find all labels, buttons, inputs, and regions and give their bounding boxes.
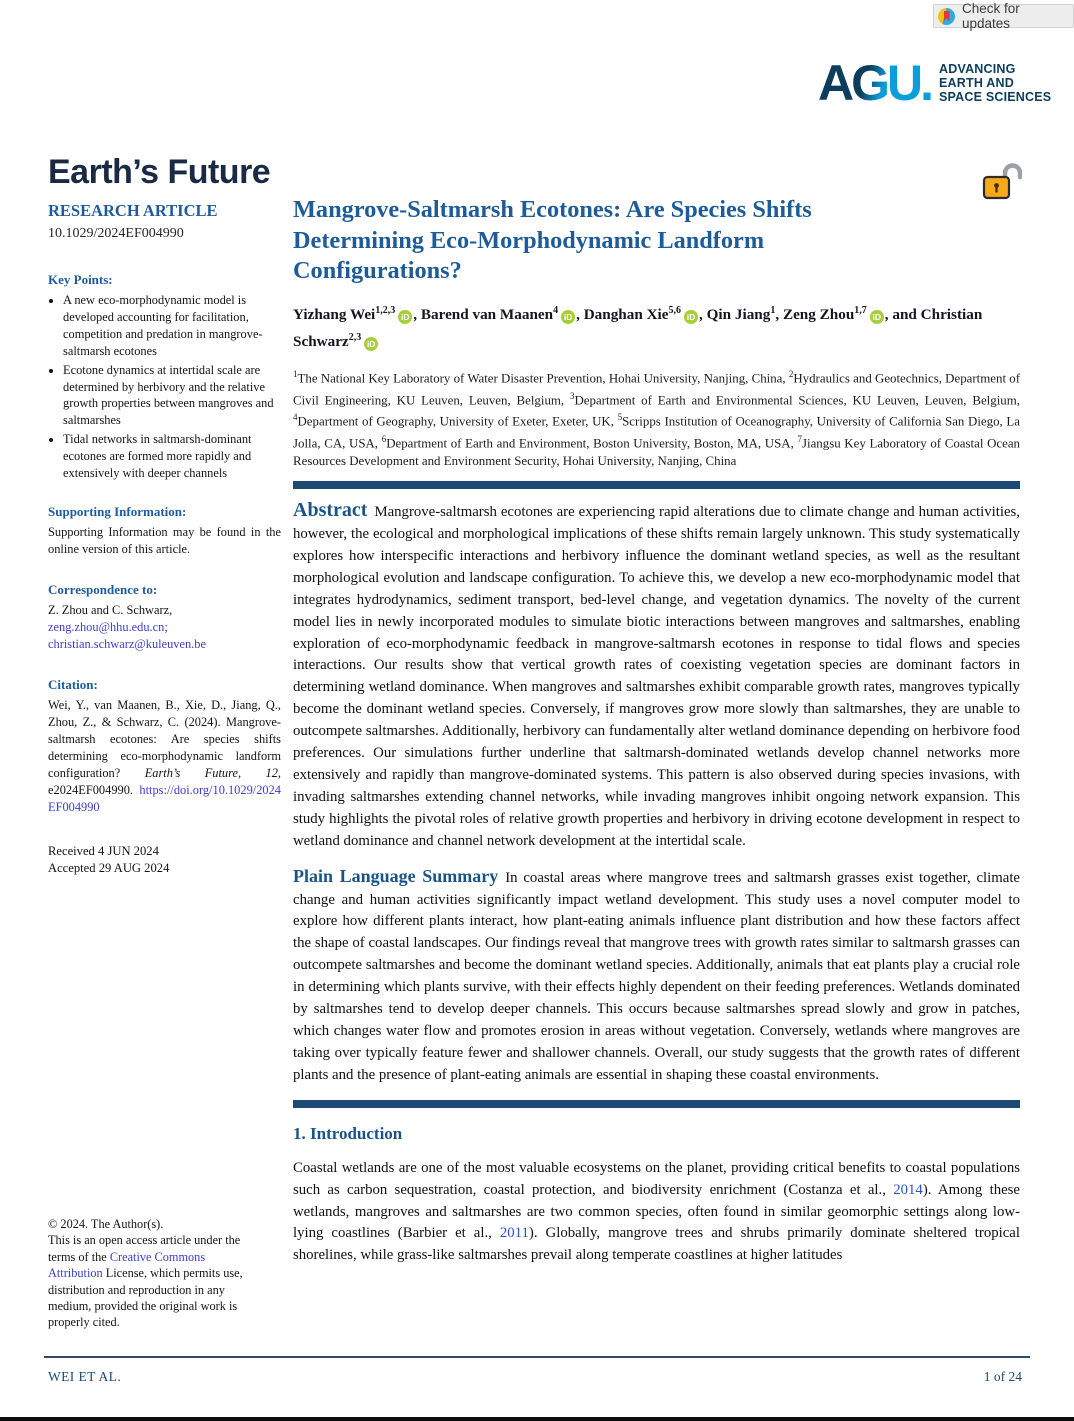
orcid-icon[interactable]: iD	[561, 310, 575, 324]
creative-commons-link[interactable]: Creative Commons Attribution	[48, 1249, 206, 1281]
introduction-paragraph: Coastal wetlands are one of the most valuable ecosystems on the planet, providing critical benefits to coastal populations such as carbon sequestration, coastal protection, and biodiversity enrichment (Costanza et al., 2014). Among these wetlands, mangroves and saltmarshes are two common species, often found in similar geomorphic settings along low-lying coastlines (Barbier et al., 2011). Globally, mangrove trees and shrubs primarily dominate sheltered tropical shorelines, while grass-like saltmarshes prevail along temperate coastlines at higher latitudes	[293, 1159, 1020, 1264]
agu-tagline	[939, 62, 1051, 104]
check-for-updates-button[interactable]	[933, 1, 1074, 31]
citation-body: Wei, Y., van Maanen, B., Xie, D., Jiang, Q., Zhou, Z., & Schwarz, C. (2024). Mangrove-saltmarsh ecotones: Are species shifts determining eco-morphodynamic landform configuration?	[48, 697, 281, 780]
agu-tagline-line: ADVANCING	[939, 62, 1016, 76]
agu-tagline-line: SPACE SCIENCES	[939, 90, 1052, 104]
plain-language-summary-heading: Plain Language Summary	[293, 865, 499, 886]
accepted-date: Accepted 29 AUG 2024	[48, 860, 170, 875]
citation-heading: Citation:	[48, 676, 98, 692]
article-type-label: RESEARCH ARTICLE	[48, 201, 218, 220]
footer-page-number: 1 of 24	[983, 1369, 1022, 1384]
citation-doi-link[interactable]: https://doi.org/10.1029/2024EF004990	[48, 782, 281, 814]
citation-year-link[interactable]: 2014	[893, 1181, 923, 1198]
page-bottom-edge	[0, 1417, 1074, 1421]
copyright-block	[48, 1216, 258, 1331]
citation-journal: Earth’s Future	[144, 765, 238, 780]
author-superscript: 1,7	[854, 304, 867, 316]
affiliation-superscript: 5	[617, 412, 623, 423]
correspondence-heading: Correspondence to:	[48, 581, 158, 597]
agu-wordmark: AGU .	[818, 58, 931, 108]
correspondence-block	[48, 602, 281, 653]
supporting-info-text: Supporting Information may be found in the online version of this article.	[48, 524, 281, 556]
footer-rule	[44, 1356, 1030, 1358]
check-for-updates-label: Check for updates	[962, 1, 1020, 31]
plain-language-summary-paragraph	[293, 866, 1020, 1087]
section-divider-bar	[293, 481, 1020, 489]
key-point-item: • Ecotone dynamics at intertidal scale are determined by herbivory and the relative growth properties between mangroves and saltmarshes	[63, 362, 281, 430]
author-superscript: 5,6	[668, 304, 682, 316]
affiliation-superscript: 1	[293, 368, 298, 379]
received-date: Received 4 JUN 2024	[48, 843, 159, 858]
orcid-icon[interactable]: iD	[364, 337, 378, 351]
main-column	[293, 195, 1020, 1280]
affiliation-superscript: 2	[788, 368, 794, 379]
sidebar	[48, 153, 281, 878]
affiliation-superscript: 6	[381, 434, 387, 445]
dates-block	[48, 844, 281, 876]
citation-text	[48, 697, 281, 816]
abstract-paragraph	[293, 500, 1020, 853]
orcid-icon[interactable]: iD	[684, 310, 698, 324]
correspondence-names: Z. Zhou and C. Schwarz,	[48, 602, 173, 617]
author-name: Danghan Xie	[583, 305, 669, 323]
bookmark-icon	[944, 11, 950, 22]
orcid-icon[interactable]: iD	[398, 310, 412, 324]
doi-number: 10.1029/2024EF004990	[48, 226, 184, 241]
article-title: Mangrove-Saltmarsh Ecotones: Are Species Shifts Determining Eco-Morphodynamic Landform Configurations?	[293, 196, 812, 285]
key-points-heading: Key Points:	[48, 272, 113, 287]
citation-sep: ,	[237, 765, 266, 780]
key-point-item: • A new eco-morphodynamic model is developed accounting for facilitation, competition and predation in mangrove-saltmarsh ecotones	[63, 292, 281, 360]
license-text	[48, 1232, 258, 1330]
authors-line: Yizhang Wei$^{1,2,3}$iD , Barend van Maanen$^4$iD , Danghan Xie$^{5,6}$iD , Qin Jiang$^1$, Zeng Zhou$^{1,7}$iD , and Christian Schwarz$^{2,3}$iD	[293, 304, 983, 350]
author-superscript: 2,3	[348, 331, 362, 343]
citation-year-link[interactable]: 2011	[499, 1225, 529, 1242]
author-name: Zeng Zhou	[782, 305, 855, 323]
author-superscript: 1	[770, 304, 776, 316]
author-superscript: 1,2,3	[375, 304, 396, 316]
supporting-info-heading: Supporting Information:	[48, 503, 187, 519]
affiliations: $^1$The National Key Laboratory of Water Disaster Prevention, Hohai University, Nanjing, China, $^2$Hydraulics and Geotechnics, Department of Civil Engineering, KU Leuven, Leuven, Belgium, $^3$Department of Earth and Environmental Sciences, KU Leuven, Leuven, Belgium, $^4$Department of Geography, University of Exeter, Exeter, UK, $^5$Scripps Institution of Oceanography, University of California San Diego, La Jolla, CA, USA, $^6$Department of Earth and Environment, Boston University, Boston, MA, USA, $^7$Jiangsu Key Laboratory of Coastal Ocean Resources Development and Environment Security, Hohai University, Nanjing, China	[293, 368, 1020, 468]
author-superscript: 4	[553, 304, 559, 316]
citation-id: , e2024EF004990.	[48, 765, 281, 797]
section-divider-bar	[293, 1100, 1020, 1108]
affiliation-superscript: 7	[797, 434, 802, 445]
key-point-item: • Tidal networks in saltmarsh-dominant ecotones are formed more rapidly and extensively with deeper channels	[63, 431, 281, 482]
journal-logo: Earth’s Future	[48, 153, 271, 191]
citation-volume: 12	[265, 765, 278, 780]
agu-tagline-line: EARTH AND	[939, 76, 1014, 90]
plain-language-summary-text: In coastal areas where mangrove trees and saltmarsh grasses exist together, climate change and human activities significantly impact wetland development. This study uses a novel computer model to explore how different plants interact, how plant-eating animals influence plant distribution and how these factors affect the shape of coastal landscapes. Our findings reveal that mangrove trees with growth rates similar to saltmarsh grasses can outcompete saltmarshes and become the dominant wetland species. Additionally, animals that eat plants play a crucial role in determining which plants survive, with their effects highly dependent on their feeding preferences. Wetlands dominated by saltmarshes tend to develop deeper channels. This occurs because saltmarshes spread slowly and grow in patches, which changes water flow and promotes erosion in areas without vegetation. Conversely, wetlands where mangroves are taking over typically feature fewer and shallower channels. Overall, our study suggests that the growth rates of different plants and the presence of plant-eating animals are essential in shaping these coastal environments.	[293, 869, 1020, 1083]
affiliation-superscript: 3	[569, 390, 575, 401]
agu-logo	[818, 55, 1052, 111]
author-name: Barend van Maanen	[420, 305, 554, 323]
abstract-text: Mangrove-saltmarsh ecotones are experiencing rapid alterations due to climate change and human activities, however, the ecological and morphological implications of these shifts remain largely unknown. This study systematically explores how interspecific interactions and herbivory influence the dominant wetland species, as well as the resultant morphological evolution and landscape configuration. To achieve this, we develop a new eco-morphodynamic model that integrates hydrodynamics, sediment transport, bed-level change, and vegetation dynamics. The novelty of the current model lies in newly incorporated modules to simulate biotic interactions between mangroves and saltmarshes, enabling exploration of eco-morphodynamic feedback in mangrove-saltmarsh ecotones in response to tidal flows and species interactions. Our results show that vertical growth rates of coexisting vegetation species are dominant factors in determining wetland dominance. When mangroves and saltmarshes exhibit comparable growth rates, mangroves typically become the dominant wetland species. Conversely, if mangroves grow more slowly than saltmarshes, they are unable to outcompete saltmarshes. Additionally, herbivory can fundamentally alter wetland dominance depending on herbivore food preferences. Our simulations further underline that saltmarsh-dominated wetlands develop channel networks more extensively and rapidly than mangrove-dominated systems. This pattern is also observed during species invasions, with invading saltmarshes extending channel networks, while invading mangroves inhibit ongoing network expansion. This study highlights the pivotal roles of relative growth properties and herbivory in driving ecotone development in respect to wetland dominance and channel network development at the intertidal scale.	[293, 504, 1020, 849]
license-pre: This is an open access article under the terms of the	[48, 1233, 241, 1264]
orcid-icon[interactable]: iD	[870, 310, 884, 324]
correspondence-email-link[interactable]: christian.schwarz@kuleuven.be	[48, 636, 206, 651]
author-name: Qin Jiang	[706, 305, 771, 323]
license-post: License, which permits use, distribution and reproduction in any medium, provided the original work is properly cited.	[48, 1266, 243, 1330]
crossmark-icon	[938, 8, 955, 25]
correspondence-email-link[interactable]: zeng.zhou@hhu.edu.cn;	[48, 619, 168, 634]
introduction-heading: 1. Introduction	[293, 1123, 403, 1143]
copyright-line: © 2024. The Author(s).	[48, 1217, 164, 1231]
footer-running-head: WEI ET AL.	[48, 1369, 122, 1384]
affiliation-superscript: 4	[293, 412, 298, 423]
key-points-list	[48, 292, 281, 482]
abstract-heading: Abstract	[293, 499, 368, 522]
author-name: Yizhang Wei	[293, 305, 376, 323]
author-name: Christian Schwarz	[293, 305, 983, 350]
